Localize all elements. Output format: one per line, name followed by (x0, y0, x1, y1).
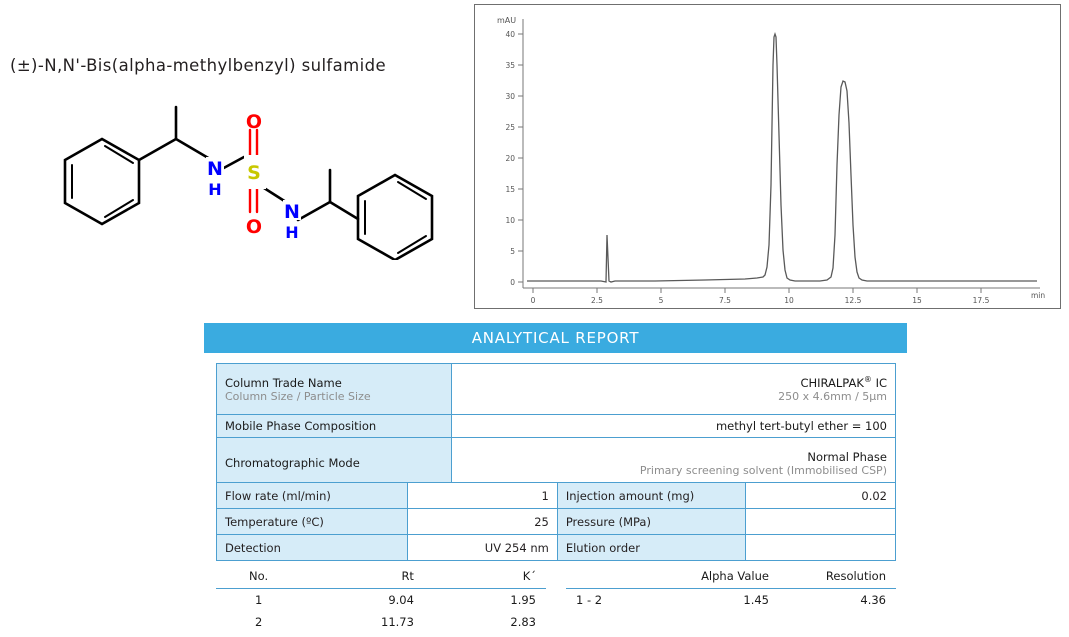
peak-header-rt: Rt (301, 566, 424, 589)
peak-k: 2.83 (510, 615, 536, 629)
cond-label-elution-order: Elution order (557, 535, 745, 561)
chromatogram-svg (475, 5, 1060, 308)
cond-label-injection-amount: Injection amount (mg) (557, 483, 745, 509)
structure-svg (20, 95, 460, 260)
table-row (216, 589, 546, 612)
nitrogen-left-label: N (207, 158, 223, 180)
chemical-structure (20, 95, 460, 260)
peak-header-k: K´ (424, 566, 546, 589)
chromatogram-panel (474, 4, 1061, 309)
separation-header-alpha: Alpha Value (669, 566, 779, 589)
peak-rt: 11.73 (381, 615, 414, 629)
separation-header-resolution: Resolution (779, 566, 896, 589)
peak-rt: 9.04 (388, 593, 414, 607)
cond-value-pressure (745, 509, 895, 535)
table-header-row (216, 566, 546, 589)
peak-results-table (216, 566, 546, 633)
cond-value-detection: UV 254 nm (408, 535, 558, 561)
peak-header-no: No. (216, 566, 301, 589)
separation-resolution: 4.36 (860, 593, 886, 607)
table-row (217, 438, 896, 489)
table-row (217, 509, 896, 535)
cond-label-pressure: Pressure (MPa) (557, 509, 745, 535)
info-value-sub: 250 x 4.6mm / 5µm (778, 389, 887, 403)
info-value-main: Normal Phase (807, 449, 887, 464)
cond-label-temperature: Temperature (ºC) (217, 509, 408, 535)
svg-text:10: 10 (505, 216, 515, 225)
cond-value-flow-rate: 1 (408, 483, 558, 509)
table-row (566, 589, 896, 612)
cond-value-temperature: 25 (408, 509, 558, 535)
table-row (217, 415, 896, 438)
oxygen-top-label: O (245, 111, 263, 133)
info-label-cell (217, 364, 452, 415)
peak-no: 2 (254, 615, 263, 629)
info-value-cell (452, 364, 896, 415)
oxygen-bottom-label: O (245, 216, 263, 238)
svg-text:12.5: 12.5 (844, 296, 862, 305)
chromatogram-trace (527, 34, 1037, 282)
table-row (217, 535, 896, 561)
svg-text:20: 20 (505, 154, 515, 163)
hydrogen-right-label: H (285, 223, 299, 242)
conditions-table (216, 482, 896, 561)
peak-k: 1.95 (510, 593, 536, 607)
table-header-row (566, 566, 896, 589)
info-label-cell (217, 415, 452, 438)
hydrogen-left-label: H (208, 180, 222, 199)
cond-value-elution-order (745, 535, 895, 561)
nitrogen-right-label: N (284, 201, 300, 223)
info-label-main: Mobile Phase Composition (225, 419, 377, 433)
svg-text:0: 0 (510, 278, 515, 287)
svg-text:5: 5 (510, 247, 515, 256)
x-axis-label: min (1031, 291, 1046, 300)
registered-mark: ® (863, 375, 872, 385)
table-row (216, 611, 546, 633)
svg-text:5: 5 (658, 296, 664, 305)
svg-text:35: 35 (505, 61, 515, 70)
info-value-sub: Primary screening solvent (Immobilised CSP) (639, 463, 887, 477)
svg-text:0: 0 (530, 296, 536, 305)
separation-pair: 1 - 2 (576, 593, 603, 607)
compound-title: (±)-N,N'-Bis(alpha-methylbenzyl) sulfamide (10, 56, 387, 75)
cond-label-flow-rate: Flow rate (ml/min) (217, 483, 408, 509)
separation-alpha: 1.45 (743, 593, 769, 607)
cond-value-injection-amount: 0.02 (745, 483, 895, 509)
svg-text:40: 40 (505, 30, 515, 39)
column-info-table (216, 363, 896, 489)
info-label-main: Column Trade Name (225, 375, 342, 390)
svg-text:15: 15 (912, 296, 922, 305)
separation-header-pair (566, 566, 669, 589)
info-value-main: CHIRALPAK® IC (800, 375, 887, 390)
svg-text:15: 15 (505, 185, 515, 194)
svg-text:30: 30 (505, 92, 515, 101)
svg-text:25: 25 (505, 123, 515, 132)
info-value-cell (452, 415, 896, 438)
table-row (217, 483, 896, 509)
sulfur-label: S (247, 162, 261, 184)
report-header: ANALYTICAL REPORT (204, 323, 907, 353)
svg-text:2.5: 2.5 (591, 296, 603, 305)
info-value-main: methyl tert-butyl ether = 100 (715, 419, 887, 433)
table-row (217, 364, 896, 415)
svg-text:7.5: 7.5 (719, 296, 731, 305)
cond-label-detection: Detection (217, 535, 408, 561)
peak-no: 1 (254, 593, 263, 607)
separation-results-table (566, 566, 896, 611)
info-label-main: Chromatographic Mode (225, 456, 360, 470)
info-value-cell (452, 438, 896, 489)
svg-text:10: 10 (784, 296, 794, 305)
y-axis-label: mAU (497, 16, 517, 25)
info-label-cell (217, 438, 452, 489)
info-label-sub: Column Size / Particle Size (225, 389, 371, 403)
svg-text:17.5: 17.5 (972, 296, 990, 305)
